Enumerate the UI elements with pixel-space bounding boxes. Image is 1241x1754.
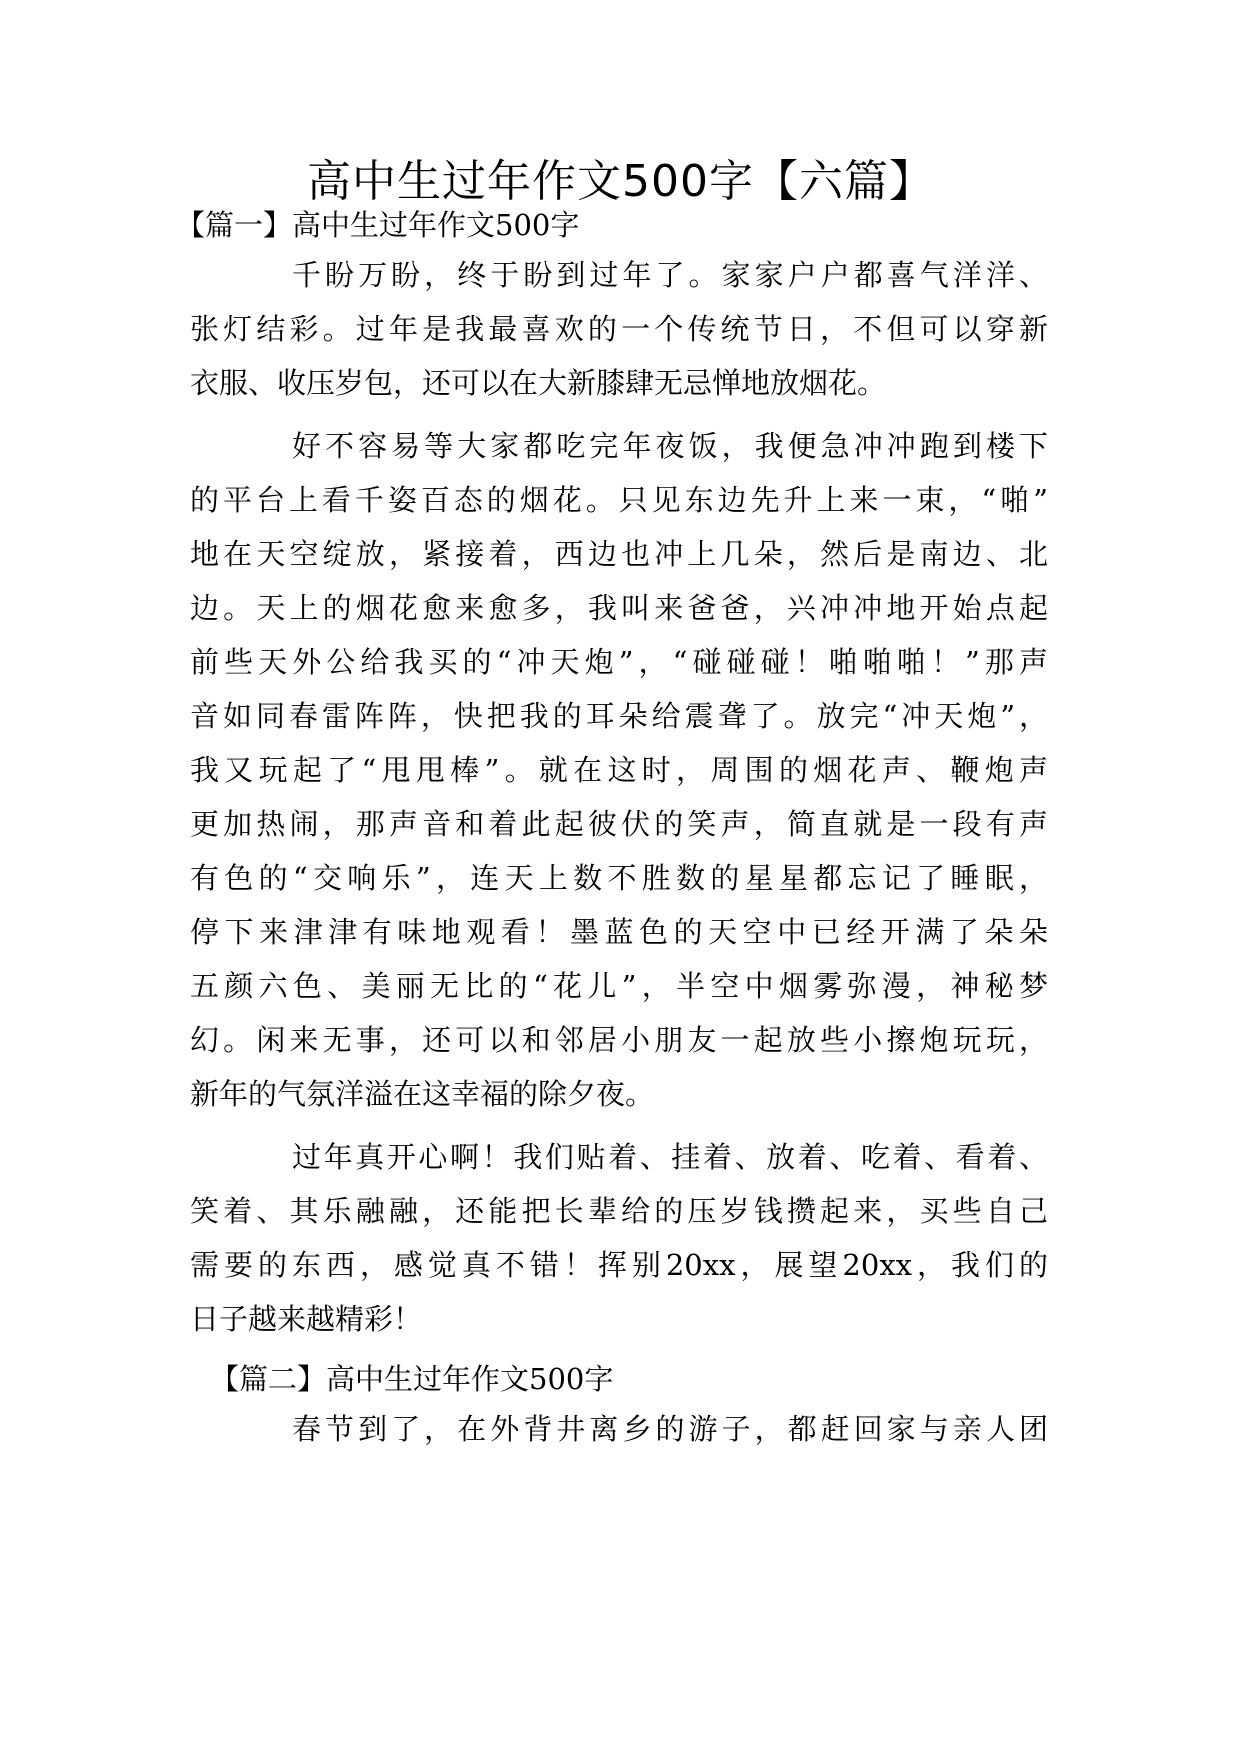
paragraph-line: 张灯结彩。过年是我最喜欢的一个传统节日，不但可以穿新: [190, 312, 1048, 346]
paragraph-line: 的平台上看千姿百态的烟花。只见东边先升上来一束，“啪”: [190, 483, 1048, 517]
paragraph-line: 停下来津津有味地观看！墨蓝色的天空中已经开满了朵朵: [190, 915, 1048, 949]
paragraph-line: 更加热闹，那声音和着此起彼伏的笑声，简直就是一段有声: [190, 807, 1048, 841]
paragraph-line: 好不容易等大家都吃完年夜饭，我便急冲冲跑到楼下: [292, 429, 1048, 463]
paragraph-line: 边。天上的烟花愈来愈多，我叫来爸爸，兴冲冲地开始点起: [190, 591, 1048, 625]
paragraph-line: 千盼万盼，终于盼到过年了。家家户户都喜气洋洋、: [292, 258, 1048, 292]
section-heading-2: 【篇二】高中生过年作文500字: [210, 1362, 614, 1396]
paragraph-line: 需要的东西，感觉真不错！挥别20xx，展望20xx，我们的: [190, 1248, 1048, 1282]
paragraph-line: 衣服、收压岁包，还可以在大新膝肆无忌惮地放烟花。: [190, 366, 887, 400]
paragraph-line: 前些天外公给我买的“冲天炮”，“碰碰碰！啪啪啪！”那声: [190, 645, 1048, 679]
paragraph-line: 春节到了，在外背井离乡的游子，都赶回家与亲人团: [292, 1412, 1048, 1446]
paragraph-line: 日子越来越精彩！: [190, 1302, 423, 1336]
paragraph-line: 笑着、其乐融融，还能把长辈给的压岁钱攒起来，买些自己: [190, 1194, 1048, 1228]
section-heading-1: 【篇一】高中生过年作文500字: [176, 208, 580, 242]
paragraph-line: 音如同春雷阵阵，快把我的耳朵给震聋了。放完“冲天炮”，: [190, 699, 1048, 733]
paragraph-line: 有色的“交响乐”，连天上数不胜数的星星都忘记了睡眠，: [190, 861, 1048, 895]
paragraph-line: 五颜六色、美丽无比的“花儿”，半空中烟雾弥漫，神秘梦: [190, 969, 1048, 1003]
paragraph-line: 过年真开心啊！我们贴着、挂着、放着、吃着、看着、: [292, 1140, 1048, 1174]
paragraph-line: 幻。闲来无事，还可以和邻居小朋友一起放些小擦炮玩玩，: [190, 1023, 1048, 1057]
document-title: 高中生过年作文500字【六篇】: [307, 156, 934, 207]
paragraph-line: 我又玩起了“甩甩棒”。就在这时，周围的烟花声、鞭炮声: [190, 753, 1048, 787]
paragraph-line: 新年的气氛洋溢在这幸福的除夕夜。: [190, 1077, 655, 1111]
paragraph-line: 地在天空绽放，紧接着，西边也冲上几朵，然后是南边、北: [190, 537, 1048, 571]
